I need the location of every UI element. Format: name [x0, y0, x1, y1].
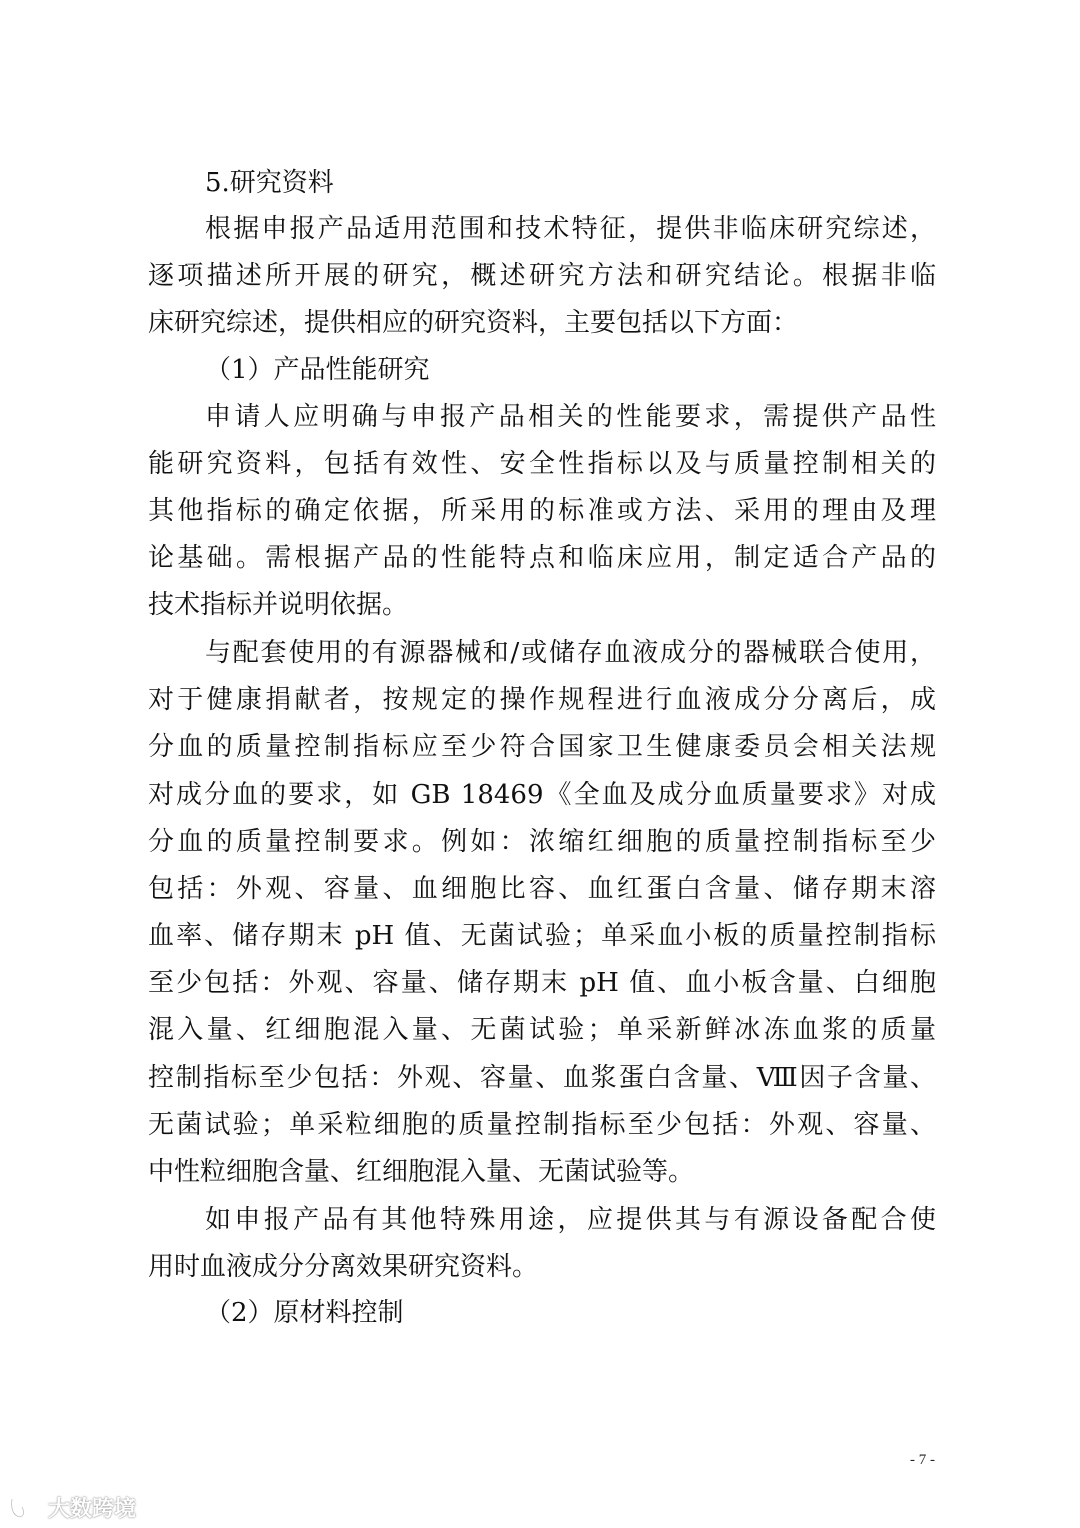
- text-line: 5.研究资料: [205, 168, 334, 198]
- text-line: 技术指标并说明依据。: [148, 590, 409, 620]
- page-number: - 7 -: [910, 1452, 935, 1468]
- text-line: 包括：外观、容量、血细胞比容、血红蛋白含量、储存期末溶: [148, 874, 936, 904]
- watermark: [8, 1492, 136, 1523]
- text-line: 血率、储存期末 pH 值、无菌试验；单采血小板的质量控制指标: [148, 921, 936, 951]
- text-line: 控制指标至少包括：外观、容量、血浆蛋白含量、Ⅷ因子含量、: [148, 1063, 936, 1093]
- text-line: 至少包括：外观、容量、储存期末 pH 值、血小板含量、白细胞: [148, 968, 936, 998]
- text-line: 床研究综述，提供相应的研究资料，主要包括以下方面：: [148, 308, 799, 338]
- text-line: 与配套使用的有源器械和/或储存血液成分的器械联合使用，: [205, 638, 936, 668]
- watermark-text: 大数跨境: [48, 1497, 137, 1522]
- text-line: 逐项描述所开展的研究，概述研究方法和研究结论。根据非临: [148, 261, 936, 291]
- text-line: 对成分血的要求，如 GB 18469《全血及成分血质量要求》对成: [148, 780, 936, 810]
- text-line: （2）原材料控制: [205, 1298, 404, 1328]
- text-line: 如申报产品有其他特殊用途，应提供其与有源设备配合使: [205, 1205, 936, 1235]
- text-line: 无菌试验；单采粒细胞的质量控制指标至少包括：外观、容量、: [148, 1110, 936, 1140]
- text-line: （1）产品性能研究: [205, 355, 430, 385]
- text-line: 论基础。需根据产品的性能特点和临床应用，制定适合产品的: [148, 543, 936, 573]
- watermark-logo-icon: [8, 1495, 42, 1521]
- text-line: 用时血液成分分离效果研究资料。: [148, 1252, 539, 1282]
- text-line: 根据申报产品适用范围和技术特征，提供非临床研究综述，: [205, 214, 936, 244]
- text-line: 能研究资料，包括有效性、安全性指标以及与质量控制相关的: [148, 449, 936, 479]
- text-line: 对于健康捐献者，按规定的操作规程进行血液成分分离后，成: [148, 685, 936, 715]
- text-line: 混入量、红细胞混入量、无菌试验；单采新鲜冰冻血浆的质量: [148, 1015, 936, 1045]
- text-line: 申请人应明确与申报产品相关的性能要求，需提供产品性: [205, 402, 936, 432]
- text-line: 分血的质量控制指标应至少符合国家卫生健康委员会相关法规: [148, 732, 936, 762]
- text-line: 其他指标的确定依据，所采用的标准或方法、采用的理由及理: [148, 496, 936, 526]
- text-line: 分血的质量控制要求。例如：浓缩红细胞的质量控制指标至少: [148, 827, 936, 857]
- text-line: 中性粒细胞含量、红细胞混入量、无菌试验等。: [148, 1157, 695, 1187]
